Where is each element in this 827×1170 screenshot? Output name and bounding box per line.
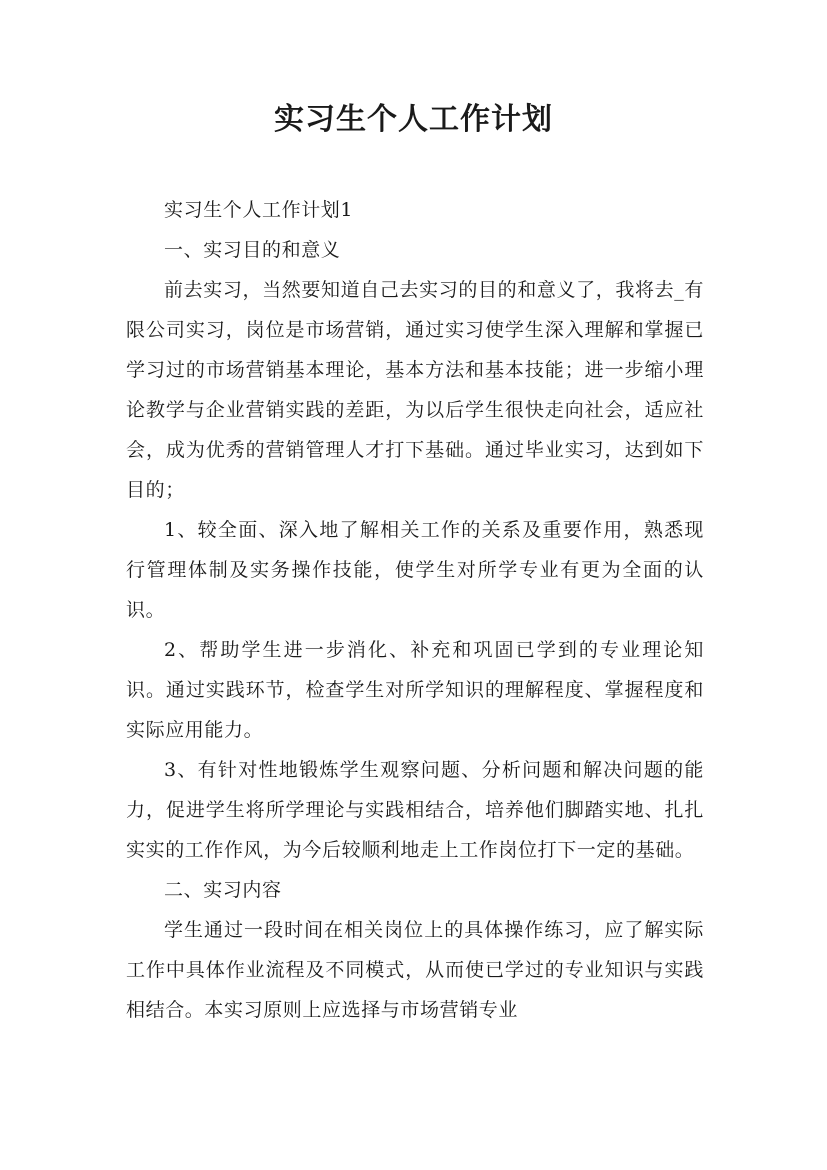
paragraph-item-1: 1、较全面、深入地了解相关工作的关系及重要作用，熟悉现行管理体制及实务操作技能，使学生对所学专业有更为全面的认识。 [126, 519, 704, 621]
document-title: 实习生个人工作计划 [274, 102, 553, 137]
section-heading-content: 二、实习内容 [164, 879, 282, 901]
paragraph-item-3: 3、有针对性地锻炼学生观察问题、分析问题和解决问题的能力，促进学生将所学理论与实践相结合，培养他们脚踏实地、扎扎实实的工作作风，为今后较顺利地走上工作岗位打下一定的基础。 [126, 759, 704, 861]
paragraph-intro: 前去实习，当然要知道自己去实习的目的和意义了，我将去_有限公司实习，岗位是市场营销，通过实习使学生深入理解和掌握已学习过的市场营销基本理论，基本方法和基本技能；进一步缩小理论教学与企业营销实践的差距，为以后学生很快走向社会，适应社会，成为优秀的营销管理人才打下基础。通过毕业实习，达到如下目的； [126, 279, 704, 501]
section-heading-plan-1: 实习生个人工作计划1 [164, 199, 354, 221]
paragraph-item-2: 2、帮助学生进一步消化、补充和巩固已学到的专业理论知识。通过实践环节，检查学生对所学知识的理解程度、掌握程度和实际应用能力。 [126, 639, 704, 741]
document-body [126, 190, 704, 1030]
paragraph-content: 学生通过一段时间在相关岗位上的具体操作练习，应了解实际工作中具体作业流程及不同模式，从而使已学过的专业知识与实践相结合。本实习原则上应选择与市场营销专业 [126, 919, 704, 1021]
section-heading-purpose: 一、实习目的和意义 [164, 239, 341, 261]
